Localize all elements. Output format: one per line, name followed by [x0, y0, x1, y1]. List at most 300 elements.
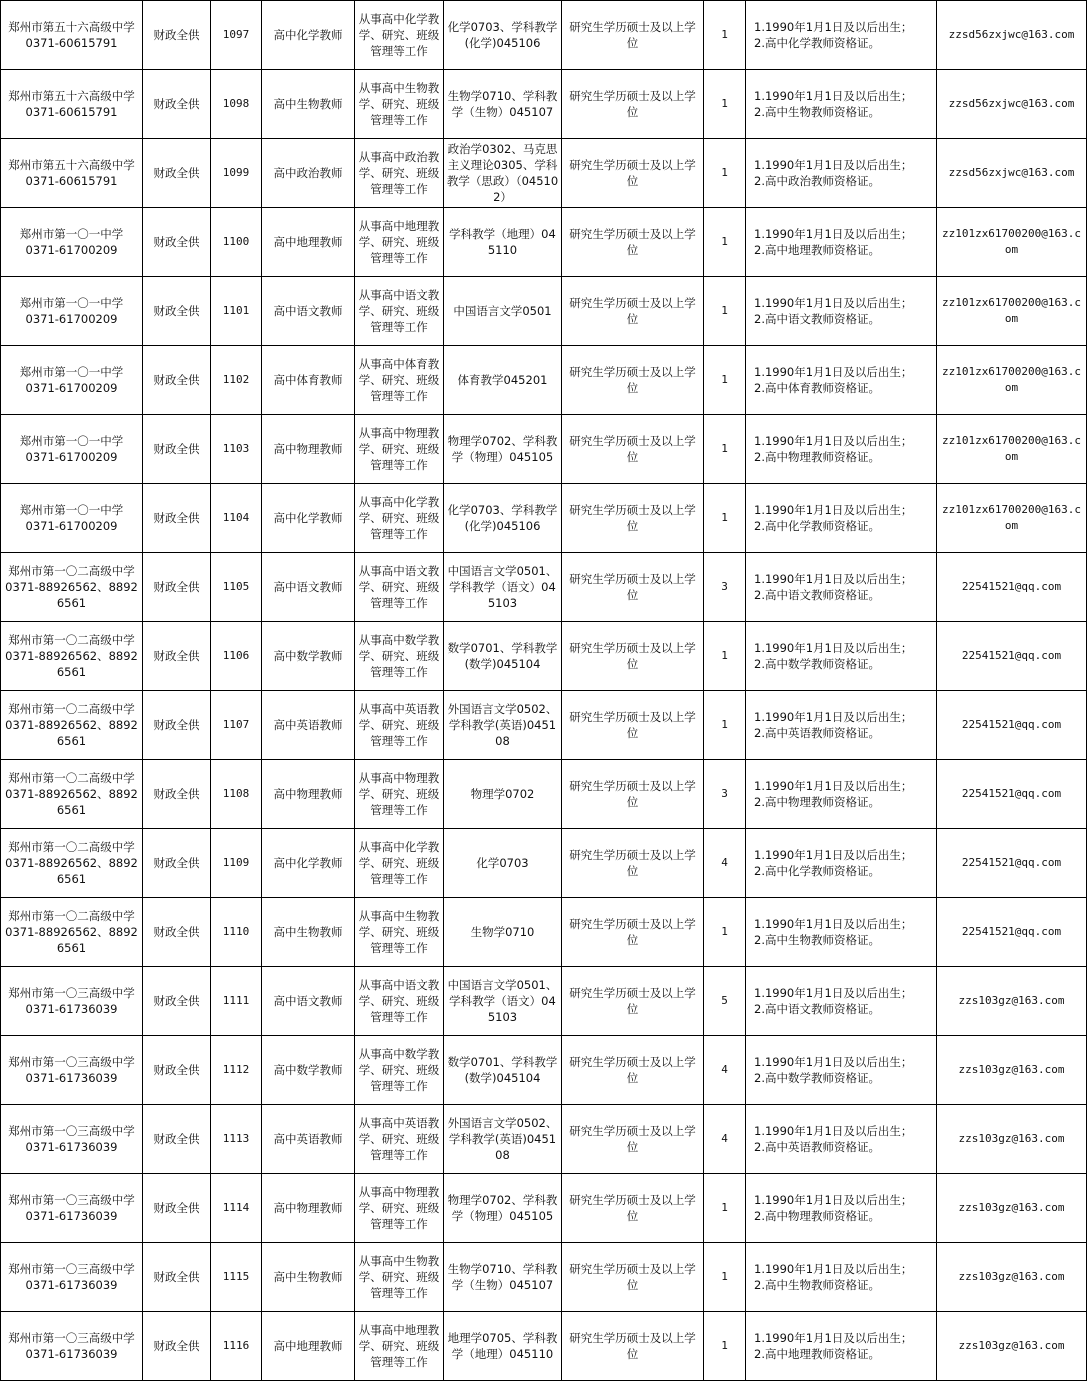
position-name-cell: 高中数学教师	[262, 622, 355, 691]
duty-cell: 从事高中生物教学、研究、班级管理等工作	[355, 898, 444, 967]
count-cell: 1	[704, 1, 746, 70]
position-code-cell: 1107	[211, 691, 262, 760]
position-code-cell: 1103	[211, 415, 262, 484]
email-cell: zz101zx61700200@163.com	[937, 484, 1087, 553]
unit-name: 郑州市第一〇三高级中学	[8, 1262, 135, 1276]
table-row	[1, 415, 1087, 484]
unit-name: 郑州市第一〇三高级中学	[8, 1193, 135, 1207]
education-cell: 研究生学历硕士及以上学位	[562, 1, 704, 70]
count-cell: 1	[704, 277, 746, 346]
email-cell: zz101zx61700200@163.com	[937, 208, 1087, 277]
count-cell: 1	[704, 484, 746, 553]
requirement-line-2: 2.高中数学教师资格证。	[754, 1071, 880, 1085]
education-cell: 研究生学历硕士及以上学位	[562, 277, 704, 346]
unit-name: 郑州市第一〇二高级中学	[8, 771, 135, 785]
major-cell: 数学0701、学科教学(数学)045104	[444, 1036, 562, 1105]
requirement-line-1: 1.1990年1月1日及以后出生；	[754, 365, 913, 379]
position-name-cell: 高中生物教师	[262, 898, 355, 967]
count-cell: 1	[704, 1312, 746, 1381]
position-code-cell: 1115	[211, 1243, 262, 1312]
education-cell: 研究生学历硕士及以上学位	[562, 691, 704, 760]
requirement-cell	[746, 760, 937, 829]
unit-name: 郑州市第一〇三高级中学	[8, 1055, 135, 1069]
funding-cell: 财政全供	[143, 898, 211, 967]
count-cell: 4	[704, 1036, 746, 1105]
funding-cell: 财政全供	[143, 1243, 211, 1312]
requirement-cell	[746, 346, 937, 415]
duty-cell: 从事高中生物教学、研究、班级管理等工作	[355, 70, 444, 139]
funding-cell: 财政全供	[143, 553, 211, 622]
position-code-cell: 1108	[211, 760, 262, 829]
unit-cell	[1, 622, 143, 691]
position-code-cell: 1116	[211, 1312, 262, 1381]
unit-phone: 0371-61736039	[25, 1209, 118, 1223]
requirement-line-2: 2.高中地理教师资格证。	[754, 1347, 880, 1361]
requirement-line-2: 2.高中化学教师资格证。	[754, 864, 880, 878]
duty-cell: 从事高中化学教学、研究、班级管理等工作	[355, 829, 444, 898]
position-code-cell: 1104	[211, 484, 262, 553]
position-name-cell: 高中语文教师	[262, 967, 355, 1036]
requirement-line-2: 2.高中地理教师资格证。	[754, 243, 880, 257]
requirement-line-1: 1.1990年1月1日及以后出生；	[754, 1193, 913, 1207]
position-code-cell: 1110	[211, 898, 262, 967]
duty-cell: 从事高中数学教学、研究、班级管理等工作	[355, 622, 444, 691]
duty-cell: 从事高中语文教学、研究、班级管理等工作	[355, 967, 444, 1036]
requirement-cell	[746, 1105, 937, 1174]
requirement-line-2: 2.高中体育教师资格证。	[754, 381, 880, 395]
major-cell: 体育教学045201	[444, 346, 562, 415]
table-row	[1, 760, 1087, 829]
duty-cell: 从事高中化学教学、研究、班级管理等工作	[355, 1, 444, 70]
email-cell: zz101zx61700200@163.com	[937, 346, 1087, 415]
requirement-line-2: 2.高中生物教师资格证。	[754, 933, 880, 947]
requirement-line-1: 1.1990年1月1日及以后出生；	[754, 848, 913, 862]
count-cell: 1	[704, 139, 746, 208]
unit-cell	[1, 277, 143, 346]
unit-phone: 0371-61700209	[25, 381, 118, 395]
table-row	[1, 1312, 1087, 1381]
duty-cell: 从事高中生物教学、研究、班级管理等工作	[355, 1243, 444, 1312]
table-row	[1, 208, 1087, 277]
major-cell: 中国语言文学0501、学科教学（语文）045103	[444, 553, 562, 622]
requirement-line-1: 1.1990年1月1日及以后出生；	[754, 503, 913, 517]
table-row	[1, 1036, 1087, 1105]
unit-phone: 0371-88926562、88926561	[5, 925, 138, 955]
requirement-line-2: 2.高中物理教师资格证。	[754, 795, 880, 809]
requirement-line-1: 1.1990年1月1日及以后出生；	[754, 434, 913, 448]
unit-phone: 0371-61736039	[25, 1002, 118, 1016]
email-cell: zz101zx61700200@163.com	[937, 277, 1087, 346]
major-cell: 物理学0702、学科教学（物理）045105	[444, 1174, 562, 1243]
funding-cell: 财政全供	[143, 415, 211, 484]
table-row	[1, 622, 1087, 691]
education-cell: 研究生学历硕士及以上学位	[562, 208, 704, 277]
education-cell: 研究生学历硕士及以上学位	[562, 484, 704, 553]
funding-cell: 财政全供	[143, 622, 211, 691]
requirement-cell	[746, 898, 937, 967]
unit-phone: 0371-88926562、88926561	[5, 718, 138, 748]
education-cell: 研究生学历硕士及以上学位	[562, 1105, 704, 1174]
funding-cell: 财政全供	[143, 70, 211, 139]
unit-phone: 0371-60615791	[25, 105, 118, 119]
major-cell: 化学0703、学科教学(化学)045106	[444, 484, 562, 553]
requirement-cell	[746, 1036, 937, 1105]
email-cell: zzsd56zxjwc@163.com	[937, 1, 1087, 70]
requirement-cell	[746, 208, 937, 277]
unit-phone: 0371-88926562、88926561	[5, 580, 138, 610]
education-cell: 研究生学历硕士及以上学位	[562, 967, 704, 1036]
unit-name: 郑州市第一〇二高级中学	[8, 702, 135, 716]
requirement-line-1: 1.1990年1月1日及以后出生；	[754, 1262, 913, 1276]
requirement-line-2: 2.高中英语教师资格证。	[754, 1140, 880, 1154]
unit-phone: 0371-61700209	[25, 243, 118, 257]
unit-name: 郑州市第一〇二高级中学	[8, 840, 135, 854]
major-cell: 外国语言文学0502、学科教学(英语)045108	[444, 1105, 562, 1174]
unit-cell	[1, 1243, 143, 1312]
duty-cell: 从事高中语文教学、研究、班级管理等工作	[355, 277, 444, 346]
unit-name: 郑州市第一〇一中学	[19, 227, 124, 241]
major-cell: 中国语言文学0501、学科教学（语文）045103	[444, 967, 562, 1036]
count-cell: 1	[704, 1243, 746, 1312]
table-row	[1, 70, 1087, 139]
duty-cell: 从事高中语文教学、研究、班级管理等工作	[355, 553, 444, 622]
funding-cell: 财政全供	[143, 1036, 211, 1105]
email-cell: zzs103gz@163.com	[937, 1312, 1087, 1381]
unit-cell	[1, 484, 143, 553]
table-body	[1, 1, 1087, 1381]
position-code-cell: 1099	[211, 139, 262, 208]
requirement-line-1: 1.1990年1月1日及以后出生；	[754, 1055, 913, 1069]
requirement-cell	[746, 622, 937, 691]
email-cell: 22541521@qq.com	[937, 622, 1087, 691]
unit-phone: 0371-61736039	[25, 1278, 118, 1292]
unit-phone: 0371-61736039	[25, 1071, 118, 1085]
unit-cell	[1, 139, 143, 208]
requirement-line-1: 1.1990年1月1日及以后出生；	[754, 158, 913, 172]
unit-cell	[1, 898, 143, 967]
email-cell: zzs103gz@163.com	[937, 967, 1087, 1036]
position-code-cell: 1113	[211, 1105, 262, 1174]
requirement-cell	[746, 1174, 937, 1243]
unit-cell	[1, 346, 143, 415]
unit-name: 郑州市第一〇二高级中学	[8, 564, 135, 578]
email-cell: 22541521@qq.com	[937, 553, 1087, 622]
requirement-cell	[746, 829, 937, 898]
requirement-cell	[746, 70, 937, 139]
email-cell: zzs103gz@163.com	[937, 1243, 1087, 1312]
unit-phone: 0371-61700209	[25, 312, 118, 326]
funding-cell: 财政全供	[143, 1312, 211, 1381]
unit-phone: 0371-88926562、88926561	[5, 856, 138, 886]
requirement-line-1: 1.1990年1月1日及以后出生；	[754, 779, 913, 793]
unit-name: 郑州市第五十六高级中学	[8, 20, 135, 34]
funding-cell: 财政全供	[143, 1, 211, 70]
position-code-cell: 1112	[211, 1036, 262, 1105]
unit-name: 郑州市第一〇三高级中学	[8, 986, 135, 1000]
table-row	[1, 1174, 1087, 1243]
duty-cell: 从事高中数学教学、研究、班级管理等工作	[355, 1036, 444, 1105]
funding-cell: 财政全供	[143, 484, 211, 553]
table-row	[1, 484, 1087, 553]
unit-name: 郑州市第一〇二高级中学	[8, 633, 135, 647]
unit-cell	[1, 208, 143, 277]
table-row	[1, 898, 1087, 967]
position-name-cell: 高中化学教师	[262, 1, 355, 70]
major-cell: 外国语言文学0502、学科教学(英语)045108	[444, 691, 562, 760]
position-name-cell: 高中物理教师	[262, 1174, 355, 1243]
major-cell: 数学0701、学科教学(数学)045104	[444, 622, 562, 691]
position-name-cell: 高中体育教师	[262, 346, 355, 415]
position-code-cell: 1100	[211, 208, 262, 277]
requirement-line-1: 1.1990年1月1日及以后出生；	[754, 89, 913, 103]
requirement-line-1: 1.1990年1月1日及以后出生；	[754, 20, 913, 34]
unit-phone: 0371-88926562、88926561	[5, 787, 138, 817]
duty-cell: 从事高中地理教学、研究、班级管理等工作	[355, 208, 444, 277]
requirement-line-1: 1.1990年1月1日及以后出生；	[754, 296, 913, 310]
education-cell: 研究生学历硕士及以上学位	[562, 1174, 704, 1243]
requirement-line-1: 1.1990年1月1日及以后出生；	[754, 641, 913, 655]
requirement-line-2: 2.高中物理教师资格证。	[754, 450, 880, 464]
position-code-cell: 1114	[211, 1174, 262, 1243]
major-cell: 学科教学（地理）045110	[444, 208, 562, 277]
requirement-line-2: 2.高中数学教师资格证。	[754, 657, 880, 671]
major-cell: 物理学0702	[444, 760, 562, 829]
table-row	[1, 691, 1087, 760]
unit-name: 郑州市第五十六高级中学	[8, 89, 135, 103]
requirement-cell	[746, 277, 937, 346]
requirement-line-1: 1.1990年1月1日及以后出生；	[754, 227, 913, 241]
requirement-cell	[746, 1, 937, 70]
unit-name: 郑州市第一〇一中学	[19, 296, 124, 310]
position-name-cell: 高中生物教师	[262, 70, 355, 139]
education-cell: 研究生学历硕士及以上学位	[562, 1243, 704, 1312]
position-code-cell: 1109	[211, 829, 262, 898]
unit-name: 郑州市第一〇二高级中学	[8, 909, 135, 923]
email-cell: 22541521@qq.com	[937, 760, 1087, 829]
requirement-line-1: 1.1990年1月1日及以后出生；	[754, 1331, 913, 1345]
requirement-cell	[746, 139, 937, 208]
unit-cell	[1, 1036, 143, 1105]
unit-cell	[1, 829, 143, 898]
funding-cell: 财政全供	[143, 760, 211, 829]
table-row	[1, 553, 1087, 622]
unit-cell	[1, 1312, 143, 1381]
position-code-cell: 1102	[211, 346, 262, 415]
requirement-cell	[746, 967, 937, 1036]
unit-phone: 0371-61700209	[25, 450, 118, 464]
count-cell: 4	[704, 829, 746, 898]
position-name-cell: 高中化学教师	[262, 829, 355, 898]
requirement-line-2: 2.高中物理教师资格证。	[754, 1209, 880, 1223]
email-cell: 22541521@qq.com	[937, 898, 1087, 967]
education-cell: 研究生学历硕士及以上学位	[562, 553, 704, 622]
position-code-cell: 1111	[211, 967, 262, 1036]
email-cell: zzsd56zxjwc@163.com	[937, 139, 1087, 208]
funding-cell: 财政全供	[143, 1174, 211, 1243]
position-code-cell: 1106	[211, 622, 262, 691]
requirement-line-1: 1.1990年1月1日及以后出生；	[754, 710, 913, 724]
count-cell: 4	[704, 1105, 746, 1174]
funding-cell: 财政全供	[143, 139, 211, 208]
email-cell: zzs103gz@163.com	[937, 1174, 1087, 1243]
position-name-cell: 高中语文教师	[262, 277, 355, 346]
education-cell: 研究生学历硕士及以上学位	[562, 622, 704, 691]
count-cell: 1	[704, 208, 746, 277]
unit-cell	[1, 691, 143, 760]
requirement-line-2: 2.高中政治教师资格证。	[754, 174, 880, 188]
requirement-line-2: 2.高中语文教师资格证。	[754, 588, 880, 602]
requirement-line-1: 1.1990年1月1日及以后出生；	[754, 986, 913, 1000]
requirement-line-2: 2.高中化学教师资格证。	[754, 519, 880, 533]
major-cell: 地理学0705、学科教学（地理）045110	[444, 1312, 562, 1381]
unit-cell	[1, 553, 143, 622]
position-code-cell: 1098	[211, 70, 262, 139]
major-cell: 生物学0710、学科教学（生物）045107	[444, 1243, 562, 1312]
table-row	[1, 277, 1087, 346]
email-cell: zzsd56zxjwc@163.com	[937, 70, 1087, 139]
funding-cell: 财政全供	[143, 208, 211, 277]
requirement-cell	[746, 691, 937, 760]
requirement-cell	[746, 415, 937, 484]
requirement-cell	[746, 484, 937, 553]
position-name-cell: 高中政治教师	[262, 139, 355, 208]
education-cell: 研究生学历硕士及以上学位	[562, 829, 704, 898]
duty-cell: 从事高中英语教学、研究、班级管理等工作	[355, 1105, 444, 1174]
education-cell: 研究生学历硕士及以上学位	[562, 415, 704, 484]
requirement-cell	[746, 1312, 937, 1381]
position-code-cell: 1101	[211, 277, 262, 346]
position-name-cell: 高中地理教师	[262, 1312, 355, 1381]
funding-cell: 财政全供	[143, 346, 211, 415]
education-cell: 研究生学历硕士及以上学位	[562, 760, 704, 829]
position-name-cell: 高中化学教师	[262, 484, 355, 553]
position-name-cell: 高中英语教师	[262, 1105, 355, 1174]
unit-phone: 0371-61736039	[25, 1347, 118, 1361]
unit-name: 郑州市第一〇一中学	[19, 434, 124, 448]
unit-name: 郑州市第一〇一中学	[19, 503, 124, 517]
requirement-cell	[746, 1243, 937, 1312]
count-cell: 1	[704, 622, 746, 691]
education-cell: 研究生学历硕士及以上学位	[562, 70, 704, 139]
count-cell: 5	[704, 967, 746, 1036]
table-row	[1, 1243, 1087, 1312]
position-code-cell: 1097	[211, 1, 262, 70]
unit-phone: 0371-88926562、88926561	[5, 649, 138, 679]
education-cell: 研究生学历硕士及以上学位	[562, 139, 704, 208]
major-cell: 化学0703、学科教学(化学)045106	[444, 1, 562, 70]
requirement-line-1: 1.1990年1月1日及以后出生；	[754, 1124, 913, 1138]
requirement-line-2: 2.高中生物教师资格证。	[754, 1278, 880, 1292]
duty-cell: 从事高中政治教学、研究、班级管理等工作	[355, 139, 444, 208]
major-cell: 化学0703	[444, 829, 562, 898]
table-row	[1, 967, 1087, 1036]
funding-cell: 财政全供	[143, 967, 211, 1036]
position-name-cell: 高中物理教师	[262, 415, 355, 484]
email-cell: 22541521@qq.com	[937, 829, 1087, 898]
position-name-cell: 高中物理教师	[262, 760, 355, 829]
unit-cell	[1, 760, 143, 829]
requirement-line-2: 2.高中语文教师资格证。	[754, 1002, 880, 1016]
position-name-cell: 高中生物教师	[262, 1243, 355, 1312]
unit-cell	[1, 967, 143, 1036]
duty-cell: 从事高中化学教学、研究、班级管理等工作	[355, 484, 444, 553]
count-cell: 3	[704, 553, 746, 622]
education-cell: 研究生学历硕士及以上学位	[562, 346, 704, 415]
requirement-line-1: 1.1990年1月1日及以后出生；	[754, 917, 913, 931]
duty-cell: 从事高中物理教学、研究、班级管理等工作	[355, 1174, 444, 1243]
position-name-cell: 高中地理教师	[262, 208, 355, 277]
email-cell: zzs103gz@163.com	[937, 1036, 1087, 1105]
major-cell: 生物学0710	[444, 898, 562, 967]
requirement-line-2: 2.高中语文教师资格证。	[754, 312, 880, 326]
major-cell: 生物学0710、学科教学（生物）045107	[444, 70, 562, 139]
education-cell: 研究生学历硕士及以上学位	[562, 1312, 704, 1381]
count-cell: 1	[704, 415, 746, 484]
count-cell: 1	[704, 1174, 746, 1243]
unit-cell	[1, 415, 143, 484]
funding-cell: 财政全供	[143, 1105, 211, 1174]
funding-cell: 财政全供	[143, 277, 211, 346]
email-cell: zzs103gz@163.com	[937, 1105, 1087, 1174]
duty-cell: 从事高中物理教学、研究、班级管理等工作	[355, 415, 444, 484]
duty-cell: 从事高中地理教学、研究、班级管理等工作	[355, 1312, 444, 1381]
major-cell: 政治学0302、马克思主义理论0305、学科教学（思政）（045102）	[444, 139, 562, 208]
unit-cell	[1, 1105, 143, 1174]
requirement-line-2: 2.高中化学教师资格证。	[754, 36, 880, 50]
table-row	[1, 1105, 1087, 1174]
position-name-cell: 高中英语教师	[262, 691, 355, 760]
duty-cell: 从事高中英语教学、研究、班级管理等工作	[355, 691, 444, 760]
email-cell: zz101zx61700200@163.com	[937, 415, 1087, 484]
major-cell: 中国语言文学0501	[444, 277, 562, 346]
unit-cell	[1, 1, 143, 70]
count-cell: 3	[704, 760, 746, 829]
education-cell: 研究生学历硕士及以上学位	[562, 898, 704, 967]
count-cell: 1	[704, 691, 746, 760]
requirement-line-2: 2.高中英语教师资格证。	[754, 726, 880, 740]
requirement-cell	[746, 553, 937, 622]
unit-name: 郑州市第五十六高级中学	[8, 158, 135, 172]
requirement-line-2: 2.高中生物教师资格证。	[754, 105, 880, 119]
unit-phone: 0371-61700209	[25, 519, 118, 533]
unit-name: 郑州市第一〇三高级中学	[8, 1331, 135, 1345]
unit-phone: 0371-61736039	[25, 1140, 118, 1154]
unit-phone: 0371-60615791	[25, 36, 118, 50]
count-cell: 1	[704, 70, 746, 139]
unit-cell	[1, 70, 143, 139]
email-cell: 22541521@qq.com	[937, 691, 1087, 760]
table-row	[1, 829, 1087, 898]
count-cell: 1	[704, 898, 746, 967]
duty-cell: 从事高中物理教学、研究、班级管理等工作	[355, 760, 444, 829]
position-name-cell: 高中语文教师	[262, 553, 355, 622]
position-code-cell: 1105	[211, 553, 262, 622]
unit-phone: 0371-60615791	[25, 174, 118, 188]
funding-cell: 财政全供	[143, 691, 211, 760]
unit-cell	[1, 1174, 143, 1243]
education-cell: 研究生学历硕士及以上学位	[562, 1036, 704, 1105]
major-cell: 物理学0702、学科教学（物理）045105	[444, 415, 562, 484]
unit-name: 郑州市第一〇一中学	[19, 365, 124, 379]
table-row	[1, 1, 1087, 70]
table-row	[1, 139, 1087, 208]
count-cell: 1	[704, 346, 746, 415]
funding-cell: 财政全供	[143, 829, 211, 898]
requirement-line-1: 1.1990年1月1日及以后出生；	[754, 572, 913, 586]
duty-cell: 从事高中体育教学、研究、班级管理等工作	[355, 346, 444, 415]
position-name-cell: 高中数学教师	[262, 1036, 355, 1105]
table-row	[1, 346, 1087, 415]
